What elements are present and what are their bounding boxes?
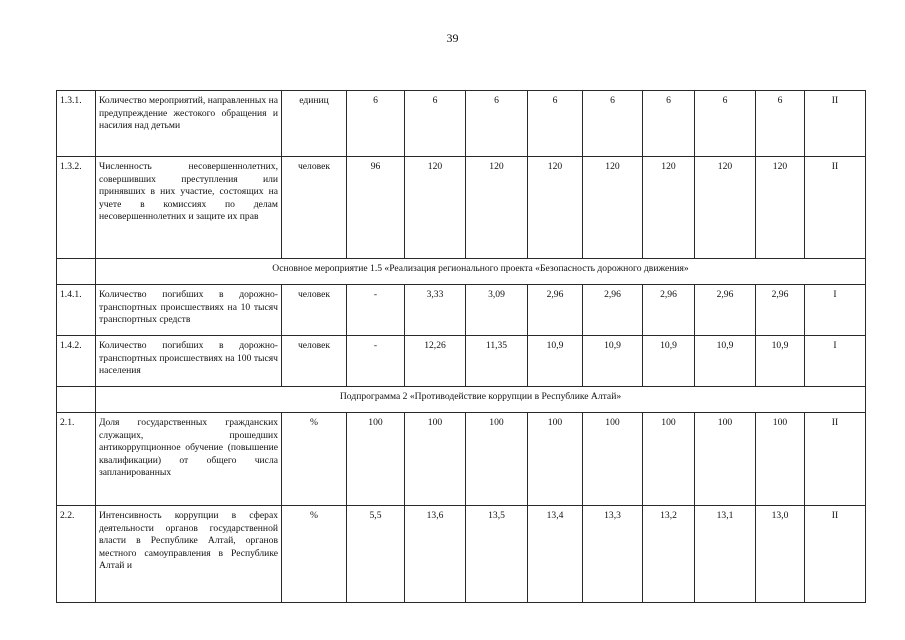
indicator-value: 120 [643,157,695,259]
indicator-value: 13,0 [756,506,805,603]
indicator-value: 6 [643,91,695,157]
indicator-value: 6 [405,91,466,157]
indicator-type: II [805,413,866,506]
indicator-row [57,506,866,603]
indicator-value: 120 [583,157,643,259]
indicator-value: 13,4 [528,506,583,603]
indicator-name: Количество погибших в дорожно-транспортных происшествиях на 100 тысяч населения [96,336,282,387]
section-num-cell [57,387,96,413]
indicator-type: II [805,157,866,259]
indicator-value: 2,96 [528,285,583,336]
indicators-table [56,90,866,603]
indicator-type: II [805,506,866,603]
indicator-unit: человек [282,157,347,259]
indicator-row [57,336,866,387]
indicator-value: 100 [695,413,756,506]
indicator-value: 100 [405,413,466,506]
indicator-value: 2,96 [643,285,695,336]
indicator-value: 6 [756,91,805,157]
indicator-row [57,285,866,336]
indicator-value: 10,9 [583,336,643,387]
indicator-number: 1.3.2. [57,157,96,259]
indicator-value: 2,96 [695,285,756,336]
indicator-value: 13,3 [583,506,643,603]
indicator-value: - [347,336,405,387]
indicator-name: Количество мероприятий, направленных на предупреждение жестокого обращения и насилия над детьми [96,91,282,157]
indicator-unit: человек [282,285,347,336]
indicator-name: Численность несовершеннолетних, совершивших преступления или принявших в них участие, состоящих на учете в комиссиях по делам несовершеннолетних и защите их прав [96,157,282,259]
indicator-value: 96 [347,157,405,259]
indicator-value: 13,2 [643,506,695,603]
indicator-value: 100 [756,413,805,506]
indicator-value: 120 [695,157,756,259]
indicator-value: 6 [466,91,528,157]
indicator-unit: % [282,413,347,506]
indicator-name: Количество погибших в дорожно-транспортных происшествиях на 10 тысяч транспортных средств [96,285,282,336]
indicator-name: Доля государственных гражданских служащих, прошедших антикоррупционное обучение (повышение квалификации) от общего числа запланированных [96,413,282,506]
indicator-number: 2.1. [57,413,96,506]
indicator-unit: единиц [282,91,347,157]
indicator-value: - [347,285,405,336]
indicator-name: Интенсивность коррупции в сферах деятельности органов государственной власти в Республике Алтай, органов местного самоуправления в Республике Алтай и [96,506,282,603]
indicator-value: 120 [756,157,805,259]
indicator-value: 10,9 [528,336,583,387]
indicator-value: 3,33 [405,285,466,336]
indicator-value: 13,5 [466,506,528,603]
page-number: 39 [446,31,459,45]
indicator-value: 2,96 [756,285,805,336]
indicator-value: 13,6 [405,506,466,603]
indicator-number: 1.4.2. [57,336,96,387]
section-title: Подпрограмма 2 «Противодействие коррупции в Республике Алтай» [96,387,866,413]
indicator-unit: человек [282,336,347,387]
indicator-value: 10,9 [695,336,756,387]
indicator-value: 5,5 [347,506,405,603]
indicator-value: 13,1 [695,506,756,603]
indicator-value: 3,09 [466,285,528,336]
indicator-value: 120 [466,157,528,259]
indicator-value: 120 [405,157,466,259]
indicator-row [57,413,866,506]
indicator-value: 100 [466,413,528,506]
indicator-row [57,157,866,259]
indicator-type: II [805,91,866,157]
indicator-value: 100 [643,413,695,506]
indicator-value: 6 [583,91,643,157]
indicator-value: 6 [347,91,405,157]
indicator-row [57,91,866,157]
indicator-value: 6 [695,91,756,157]
indicator-type: I [805,336,866,387]
section-title: Основное мероприятие 1.5 «Реализация регионального проекта «Безопасность дорожного движения» [96,259,866,285]
indicator-value: 100 [583,413,643,506]
section-row [57,387,866,413]
indicator-value: 10,9 [756,336,805,387]
section-row [57,259,866,285]
indicator-unit: % [282,506,347,603]
indicator-value: 120 [528,157,583,259]
indicator-value: 6 [528,91,583,157]
section-num-cell [57,259,96,285]
indicator-number: 1.4.1. [57,285,96,336]
indicator-type: I [805,285,866,336]
indicator-value: 10,9 [643,336,695,387]
indicator-number: 2.2. [57,506,96,603]
table-body [57,91,866,603]
indicator-value: 100 [528,413,583,506]
indicator-value: 100 [347,413,405,506]
indicator-value: 2,96 [583,285,643,336]
indicator-value: 12,26 [405,336,466,387]
indicator-number: 1.3.1. [57,91,96,157]
indicator-value: 11,35 [466,336,528,387]
